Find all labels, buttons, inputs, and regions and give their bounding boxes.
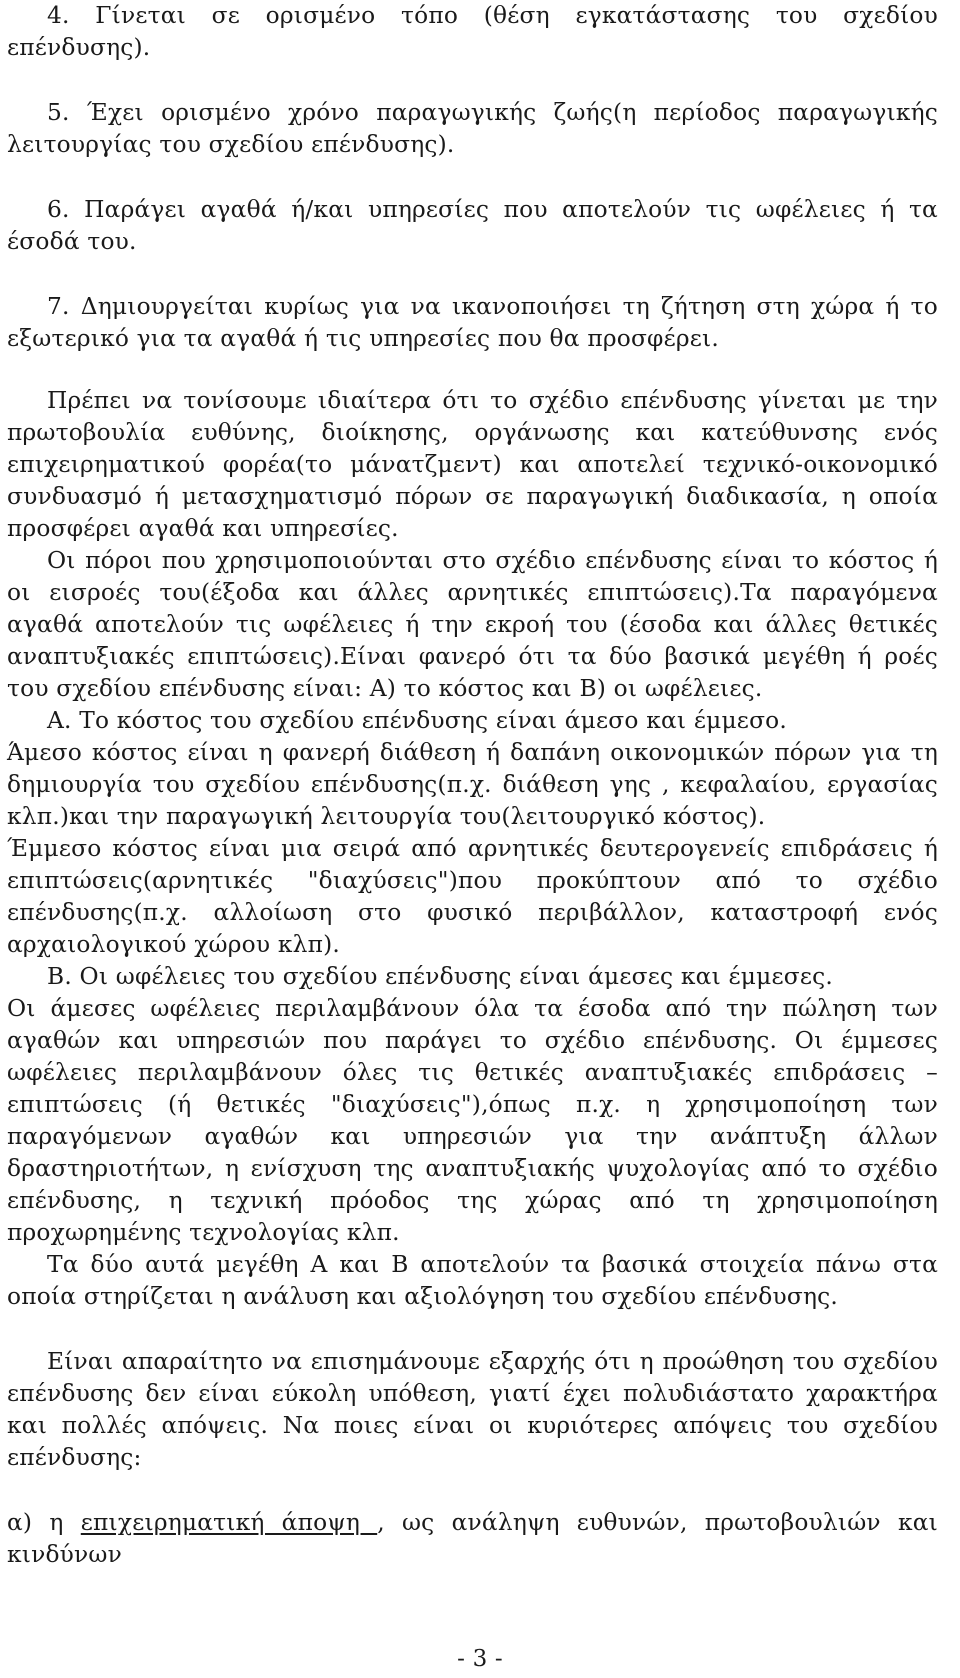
list-item-7: 7. Δημιουργείται κυρίως για να ικανοποιήσει τη ζήτηση στη χώρα ή το εξωτερικό για τα αγαθά ή τις υπηρεσίες που θα προσφέρει. — [7, 293, 938, 352]
paragraph-aspects: Είναι απαραίτητο να επισημάνουμε εξαρχής ότι η προώθηση του σχεδίου επένδυσης δεν είναι εύκολη υπόθεση, γιατί έχει πολυδιάστατο χαρακτήρα και πολλές απόψεις. Να ποιες είναι οι κυριότερες απόψεις του σχεδίου επένδυσης: — [7, 1348, 938, 1471]
item-a-prefix: α) η — [7, 1509, 81, 1536]
list-item-4: 4. Γίνεται σε ορισμένο τόπο (θέση εγκατάστασης του σχεδίου επένδυσης). — [7, 2, 938, 61]
heading-benefits: Β. Οι ωφέλειες του σχεδίου επένδυσης είναι άμεσες και έμμεσες. — [47, 963, 833, 990]
heading-cost: Α. Το κόστος του σχεδίου επένδυσης είναι άμεσο και έμμεσο. — [47, 707, 788, 734]
list-item-5: 5. Έχει ορισμένο χρόνο παραγωγικής ζωής(η περίοδος παραγωγικής λειτουργίας του σχεδίου επένδυσης). — [7, 99, 938, 158]
item-a-rest: , ως ανάληψη ευθυνών, πρωτοβουλιών και κινδύνων — [7, 1509, 939, 1568]
paragraph-direct-cost: Άμεσο κόστος είναι η φανερή διάθεση ή δαπάνη οικονομικών πόρων για τη δημιουργία του σχεδίου επένδυσης(π.χ. διάθεση γης , κεφαλαίου, εργασίας κλπ.)και την παραγωγική λειτουργία του(λειτουργικό κόστος). — [7, 739, 938, 830]
page-number: - 3 - — [457, 1646, 503, 1672]
list-item-a — [7, 1507, 938, 1571]
item-a-underlined-term: επιχειρηματική άποψη — [80, 1509, 378, 1536]
paragraph-resources: Οι πόροι που χρησιμοποιούνται στο σχέδιο επένδυσης είναι το κόστος ή οι εισροές του(έξοδα και άλλες αρνητικές επιπτώσεις).Τα παραγόμενα αγαθά αποτελούν τις ωφέλειες ή την εκροή του (έσοδα και άλλες θετικές αναπτυξιακές επιπτώσεις).Είναι φανερό ότι τα δύο βασικά μεγέθη ή ροές του σχεδίου επένδυσης είναι: Α) το κόστος και Β) οι ωφέλειες. — [7, 547, 938, 702]
paragraph-indirect-cost: Έμμεσο κόστος είναι μια σειρά από αρνητικές δευτερογενείς επιδράσεις ή επιπτώσεις(αρνητικές "διαχύσεις")που προκύπτουν από το σχέδιο επένδυσης(π.χ. αλλοίωση στο φυσικό περιβάλλον, καταστροφή ενός αρχαιολογικού χώρου κλπ). — [7, 835, 938, 958]
list-item-6: 6. Παράγει αγαθά ή/και υπηρεσίες που αποτελούν τις ωφέλειες ή τα έσοδά του. — [7, 196, 938, 255]
paragraph-magnitudes: Τα δύο αυτά μεγέθη Α και Β αποτελούν τα βασικά στοιχεία πάνω στα οποία στηρίζεται η ανάλυση και αξιολόγηση του σχεδίου επένδυσης. — [7, 1251, 938, 1310]
paragraph-initiative: Πρέπει να τονίσουμε ιδιαίτερα ότι το σχέδιο επένδυσης γίνεται με την πρωτοβουλία ευθύνης, διοίκησης, οργάνωσης και κατεύθυνσης ενός επιχειρηματικού φορέα(το μάνατζμεντ) και αποτελεί τεχνικό-οικονομικό συνδυασμό ή μετασχηματισμό πόρων σε παραγωγική διαδικασία, η οποία προσφέρει αγαθά και υπηρεσίες. — [7, 387, 938, 542]
paragraph-benefits: Οι άμεσες ωφέλειες περιλαμβάνουν όλα τα έσοδα από την πώληση των αγαθών και υπηρεσιών που παράγει το σχέδιο επένδυσης. Οι έμμεσες ωφέλειες περιλαμβάνουν όλες τις θετικές αναπτυξιακές επιδράσεις – επιπτώσεις (ή θετικές "διαχύσεις"),όπως π.χ. η χρησιμοποίηση των παραγόμενων αγαθών και υπηρεσιών για την ανάπτυξη άλλων δραστηριοτήτων, η ενίσχυση της αναπτυξιακής ψυχολογίας από το σχέδιο επένδυσης, η τεχνική πρόοδος της χώρας από τη χρησιμοποίηση προχωρημένης τεχνολογίας κλπ. — [7, 995, 938, 1246]
